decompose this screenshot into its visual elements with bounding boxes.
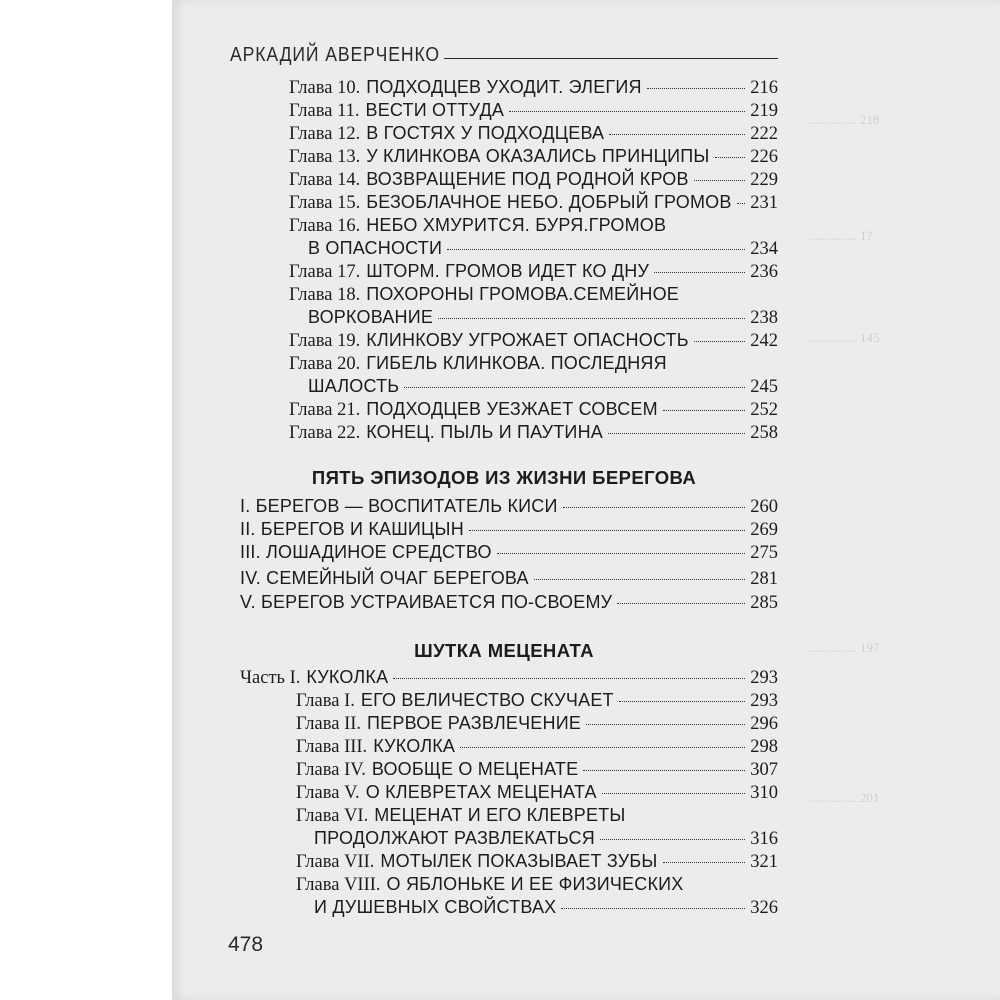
toc-entry[interactable] bbox=[296, 872, 778, 896]
chapter-label: Глава 13. bbox=[289, 147, 361, 167]
page-number: 238 bbox=[750, 308, 778, 328]
toc-entry[interactable] bbox=[240, 540, 778, 564]
dot-leader bbox=[619, 701, 746, 702]
page-number: 222 bbox=[750, 124, 778, 144]
dot-leader bbox=[663, 410, 745, 411]
toc-entry-continuation[interactable] bbox=[308, 305, 778, 329]
chapter-title: ЕГО ВЕЛИЧЕСТВО СКУЧАЕТ bbox=[360, 690, 614, 710]
section-heading: ПЯТЬ ЭПИЗОДОВ ИЗ ЖИЗНИ БЕРЕГОВА bbox=[311, 467, 697, 488]
page-number: 293 bbox=[750, 691, 778, 711]
section-heading: ШУТКА МЕЦЕНАТА bbox=[414, 640, 594, 661]
page-number: 219 bbox=[750, 101, 778, 121]
chapter-title-continued: ВОРКОВАНИЕ bbox=[308, 307, 434, 327]
page-number: 316 bbox=[750, 829, 778, 849]
chapter-label: Глава VIII. bbox=[296, 875, 381, 895]
chapter-label: Глава 20. bbox=[289, 354, 361, 374]
page-number: 285 bbox=[750, 593, 778, 613]
toc-entry-continuation[interactable] bbox=[308, 236, 778, 260]
chapter-title: ВООБЩЕ О МЕЦЕНАТЕ bbox=[371, 759, 579, 779]
chapter-title-continued: ПРОДОЛЖАЮТ РАЗВЛЕКАТЬСЯ bbox=[314, 828, 595, 848]
toc-entry[interactable] bbox=[296, 780, 778, 804]
toc-entry-continuation[interactable] bbox=[314, 895, 778, 919]
toc-entry[interactable] bbox=[240, 590, 778, 614]
header-rule bbox=[444, 58, 778, 59]
running-header bbox=[230, 44, 778, 68]
episode-title: I. БЕРЕГОВ — ВОСПИТАТЕЛЬ КИСИ bbox=[240, 496, 558, 516]
page-number: 296 bbox=[750, 714, 778, 734]
page-number: 310 bbox=[750, 783, 778, 803]
toc-entry[interactable] bbox=[289, 144, 778, 168]
toc-entry[interactable] bbox=[296, 734, 778, 758]
toc-entry-continuation[interactable] bbox=[314, 826, 778, 850]
chapter-label: Глава II. bbox=[296, 714, 362, 734]
dot-leader bbox=[460, 747, 745, 748]
toc-entry[interactable] bbox=[240, 494, 778, 518]
dot-leader bbox=[447, 249, 745, 250]
toc-part-entry[interactable] bbox=[240, 665, 778, 689]
bleed-through-text: ............... 145 bbox=[808, 330, 880, 345]
dot-leader bbox=[509, 111, 745, 112]
part-label: Часть I. bbox=[240, 668, 301, 688]
folio-page-number: 478 bbox=[228, 933, 264, 956]
toc-entry[interactable] bbox=[289, 213, 778, 237]
chapter-label: Глава III. bbox=[296, 737, 368, 757]
toc-entry[interactable] bbox=[296, 688, 778, 712]
page-number: 216 bbox=[750, 78, 778, 98]
chapter-title: ПОДХОДЦЕВ УЕЗЖАЕТ СОВСЕМ bbox=[366, 399, 658, 419]
dot-leader bbox=[497, 553, 746, 554]
chapter-label: Глава 22. bbox=[289, 423, 361, 443]
toc-entry[interactable] bbox=[289, 98, 778, 122]
toc-entry[interactable] bbox=[296, 757, 778, 781]
page-number: 269 bbox=[750, 520, 778, 540]
page-number: 242 bbox=[750, 331, 778, 351]
chapter-label: Глава 17. bbox=[289, 262, 361, 282]
chapter-title: КОНЕЦ. ПЫЛЬ И ПАУТИНА bbox=[366, 422, 603, 442]
chapter-title: У КЛИНКОВА ОКАЗАЛИСЬ ПРИНЦИПЫ bbox=[366, 146, 710, 166]
chapter-label: Глава I. bbox=[296, 691, 355, 711]
dot-leader bbox=[586, 724, 745, 725]
chapter-label: Глава 10. bbox=[289, 78, 361, 98]
chapter-title: ПОХОРОНЫ ГРОМОВА.СЕМЕЙНОЕ bbox=[366, 284, 680, 304]
chapter-title: КУКОЛКА bbox=[373, 736, 456, 756]
bleed-through-text: ............... 201 bbox=[808, 790, 880, 805]
dot-leader bbox=[694, 341, 746, 342]
chapter-label: Глава 14. bbox=[289, 170, 361, 190]
chapter-label: Глава 11. bbox=[289, 101, 360, 121]
chapter-title: О КЛЕВРЕТАХ МЕЦЕНАТА bbox=[365, 782, 597, 802]
page-number: 236 bbox=[750, 262, 778, 282]
page-number: 226 bbox=[750, 147, 778, 167]
bleed-through-text: ............... 1? bbox=[808, 228, 873, 243]
chapter-title: ШТОРМ. ГРОМОВ ИДЕТ КО ДНУ bbox=[366, 261, 650, 281]
dot-leader bbox=[737, 203, 746, 204]
toc-entry[interactable] bbox=[289, 190, 778, 214]
dot-leader bbox=[534, 579, 746, 580]
chapter-title: НЕБО ХМУРИТСЯ. БУРЯ.ГРОМОВ bbox=[366, 215, 667, 235]
dot-leader bbox=[469, 530, 745, 531]
toc-entry-continuation[interactable] bbox=[308, 374, 778, 398]
chapter-title: ВЕСТИ ОТТУДА bbox=[365, 100, 505, 120]
chapter-label: Глава V. bbox=[296, 783, 360, 803]
toc-entry[interactable] bbox=[289, 75, 778, 99]
dot-leader bbox=[404, 387, 745, 388]
dot-leader bbox=[600, 839, 745, 840]
chapter-label: Глава 15. bbox=[289, 193, 361, 213]
dot-leader bbox=[438, 318, 745, 319]
chapter-title: ПОДХОДЦЕВ УХОДИТ. ЭЛЕГИЯ bbox=[366, 77, 642, 97]
chapter-label: Глава 21. bbox=[289, 400, 361, 420]
toc-entry[interactable] bbox=[296, 849, 778, 873]
chapter-label: Глава VII. bbox=[296, 852, 375, 872]
dot-leader bbox=[654, 272, 745, 273]
dot-leader bbox=[393, 678, 745, 679]
chapter-label: Глава IV. bbox=[296, 760, 366, 780]
chapter-title: МОТЫЛЕК ПОКАЗЫВАЕТ ЗУБЫ bbox=[380, 851, 658, 871]
chapter-title-continued: ШАЛОСТЬ bbox=[308, 376, 400, 396]
part-title: КУКОЛКА bbox=[306, 667, 389, 687]
chapter-title: ГИБЕЛЬ КЛИНКОВА. ПОСЛЕДНЯЯ bbox=[366, 353, 667, 373]
toc-entry[interactable] bbox=[289, 167, 778, 191]
dot-leader bbox=[563, 507, 746, 508]
chapter-title: ВОЗВРАЩЕНИЕ ПОД РОДНОЙ КРОВ bbox=[366, 169, 689, 189]
toc-entry[interactable] bbox=[289, 121, 778, 145]
toc-entry[interactable] bbox=[289, 328, 778, 352]
page-number: 231 bbox=[750, 193, 778, 213]
page-number: 298 bbox=[750, 737, 778, 757]
chapter-label: Глава 16. bbox=[289, 216, 361, 236]
chapter-title: КЛИНКОВУ УГРОЖАЕТ ОПАСНОСТЬ bbox=[366, 330, 689, 350]
dot-leader bbox=[694, 180, 746, 181]
dot-leader bbox=[663, 862, 746, 863]
toc-entry[interactable] bbox=[296, 803, 778, 827]
episode-title: V. БЕРЕГОВ УСТРАИВАЕТСЯ ПО-СВОЕМУ bbox=[240, 592, 613, 612]
chapter-label: Глава 18. bbox=[289, 285, 361, 305]
chapter-label: Глава VI. bbox=[296, 806, 369, 826]
dot-leader bbox=[617, 603, 745, 604]
page-number: 281 bbox=[750, 569, 778, 589]
page-number: 293 bbox=[750, 668, 778, 688]
dot-leader bbox=[561, 908, 745, 909]
episode-title: II. БЕРЕГОВ И КАШИЦЫН bbox=[240, 519, 464, 539]
dot-leader bbox=[647, 88, 746, 89]
page-number: 258 bbox=[750, 423, 778, 443]
chapter-title-continued: И ДУШЕВНЫХ СВОЙСТВАХ bbox=[314, 897, 557, 917]
page-number: 245 bbox=[750, 377, 778, 397]
dot-leader bbox=[583, 770, 745, 771]
dot-leader bbox=[715, 157, 746, 158]
chapter-title: БЕЗОБЛАЧНОЕ НЕБО. ДОБРЫЙ ГРОМОВ bbox=[366, 192, 732, 212]
toc-entry[interactable] bbox=[289, 420, 778, 444]
chapter-title: МЕЦЕНАТ И ЕГО КЛЕВРЕТЫ bbox=[374, 805, 626, 825]
dot-leader bbox=[602, 793, 746, 794]
chapter-label: Глава 12. bbox=[289, 124, 361, 144]
toc-entry[interactable] bbox=[289, 351, 778, 375]
bleed-through-text: ............... 197 bbox=[808, 640, 880, 655]
dot-leader bbox=[609, 134, 745, 135]
toc-entry[interactable] bbox=[240, 566, 778, 590]
chapter-title: ПЕРВОЕ РАЗВЛЕЧЕНИЕ bbox=[367, 713, 582, 733]
bleed-through-text: ............... 218 bbox=[808, 112, 880, 127]
page-number: 326 bbox=[750, 898, 778, 918]
page-number: 229 bbox=[750, 170, 778, 190]
chapter-label: Глава 19. bbox=[289, 331, 361, 351]
page-number: 321 bbox=[750, 852, 778, 872]
page-number: 275 bbox=[750, 543, 778, 563]
episode-title: IV. СЕМЕЙНЫЙ ОЧАГ БЕРЕГОВА bbox=[240, 568, 529, 588]
toc-entry[interactable] bbox=[240, 517, 778, 541]
header-author: АРКАДИЙ АВЕРЧЕНКО bbox=[230, 44, 441, 66]
chapter-title: О ЯБЛОНЬКЕ И ЕЕ ФИЗИЧЕСКИХ bbox=[386, 874, 684, 894]
toc-entry[interactable] bbox=[289, 397, 778, 421]
toc-entry[interactable] bbox=[289, 259, 778, 283]
toc-entry[interactable] bbox=[296, 711, 778, 735]
dot-leader bbox=[608, 433, 745, 434]
episode-title: III. ЛОШАДИНОЕ СРЕДСТВО bbox=[240, 542, 492, 562]
chapter-title: В ГОСТЯХ У ПОДХОДЦЕВА bbox=[366, 123, 605, 143]
toc-entry[interactable] bbox=[289, 282, 778, 306]
page-number: 234 bbox=[750, 239, 778, 259]
page-number: 260 bbox=[750, 497, 778, 517]
chapter-title-continued: В ОПАСНОСТИ bbox=[308, 238, 443, 258]
page-number: 307 bbox=[750, 760, 778, 780]
page-number: 252 bbox=[750, 400, 778, 420]
